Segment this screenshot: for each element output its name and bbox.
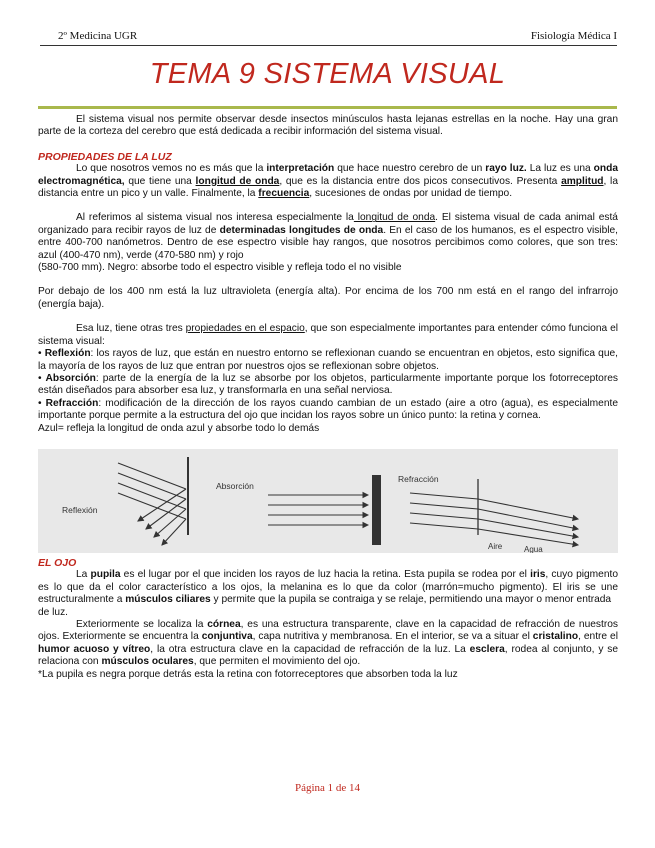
reflection-diagram — [62, 457, 188, 545]
figure-graphic — [38, 449, 618, 553]
header-left: 2º Medicina UGR — [58, 30, 138, 42]
title-underline — [38, 106, 617, 109]
page-title: TEMA 9 SISTEMA VISUAL — [149, 58, 506, 90]
bullet-absorcion: • Absorción: parte de la energía de la luz se absorbe por los objetos, particularmente importante porque los fotorreceptores están diseñados para absorber esa luz, y transformarla en una señal nerviosa. — [38, 372, 618, 397]
page-header — [58, 30, 617, 44]
paragraph-luz: Lo que nosotros vemos no es más que la interpretación que hace nuestro cerebro de un rayo luz. La luz es una onda electromagnética, que tiene una longitud de onda, que es la distancia entre dos picos consecutivos. Presenta amplitud, la distancia entre un pico y un valle. Finalmente, la frecuencia, sucesiones de ondas por unidad de tiempo. — [38, 163, 619, 200]
bullet-refraccion: • Refracción: modificación de la dirección de los rayos cuando cambian de un estado (aire a otro (agua), es especialmente importante porque permite a la estructura del ojo que incidan los rayos sobre un único punto: la retina y cornea. — [38, 397, 618, 422]
paragraph-pupila-end: de luz. — [38, 606, 69, 618]
paragraph-pupila: La pupila es el lugar por el que inciden los rayos de luz hacia la retina. Esta pupila se rodea por el iris, cuyo pigmento es lo que da el color característico a los ojos, la melanina es lo que da color (marrón=mucho pigmento). El iris se une estructuralmente a músculos ciliares y permite que la pupila se contraiga y se relaje, permitiendo una mayor o menor entrada — [38, 569, 618, 606]
light-properties-figure — [38, 449, 618, 553]
absorption-diagram — [216, 475, 381, 545]
paragraph-cornea: Exteriormente se localiza la córnea, es una estructura transparente, clave en la capacidad de refracción de nuestros ojos. Exteriormente se encuentra la conjuntiva, capa nutritiva y membranosa. En el interior, se va a situar el cristalino, entre el humor acuoso y vítreo, la otra estructura clave en la capacidad de refracción de la luz. La esclera, rodea al conjunto, y se relaciona con músculos oculares, que permiten el movimiento del ojo. — [38, 618, 619, 668]
section-heading-propiedades: PROPIEDADES DE LA LUZ — [38, 150, 172, 163]
paragraph-propiedades-espacio: Esa luz, tiene otras tres propiedades en el espacio, que son especialmente importantes para entender cómo funciona el sistema visual: — [38, 323, 618, 347]
label-reflexion: Reflexión — [62, 504, 98, 515]
note-azul: Azul= refleja la longitud de onda azul y absorbe todo lo demás — [38, 422, 320, 434]
section-heading-ojo: EL OJO — [38, 556, 77, 569]
paragraph-longitud-onda-end: (580-700 mm). Negro: absorbe todo el espectro visible y refleja todo el no visible — [38, 262, 402, 274]
intro-paragraph: El sistema visual nos permite observar desde insectos minúsculos hasta lejanas estrellas en la noche. Hay una gran parte de la corteza del cerebro que está dedicada a recibir información del sistema visual. — [38, 114, 618, 138]
label-aire: Aire — [488, 541, 503, 551]
label-absorcion: Absorción — [216, 480, 254, 491]
header-right: Fisiología Médica I — [530, 30, 617, 42]
document-body — [38, 114, 618, 681]
paragraph-longitud-onda: Al referimos al sistema visual nos interesa especialmente la longitud de onda. El sistema visual de cada animal está organizado para recibir rayos de luz de determinadas longitudes de onda. En el caso de los humanos, es el espectro visible, entre 400-700 nanómetros. Dentro de ese espectro visible hay rangos, que nosotros percibimos como colores, que son tres: azul (400-470 nm), verde (470-580 nm) y rojo — [38, 212, 618, 261]
paragraph-ultravioleta: Por debajo de los 400 nm está la luz ultravioleta (energía alta). Por encima de los 700 nm está en el rango del infrarrojo (energía baja). — [38, 286, 618, 310]
refraction-diagram — [398, 474, 578, 553]
label-agua: Agua — [524, 544, 543, 553]
page-number: Página 1 de 14 — [294, 782, 361, 794]
header-divider — [40, 45, 617, 46]
label-refraccion: Refracción — [398, 473, 439, 484]
note-pupila: *La pupila es negra porque detrás esta la retina con fotorreceptores que absorben toda la luz — [38, 668, 458, 680]
bullet-reflexion: • Reflexión: los rayos de luz, que están en nuestro entorno se reflexionan cuando se encuentran en objetos, esto significa que, la mayoría de los rayos de luz que entran por nuestros ojos se reflexionan sobre objetos. — [38, 348, 619, 372]
